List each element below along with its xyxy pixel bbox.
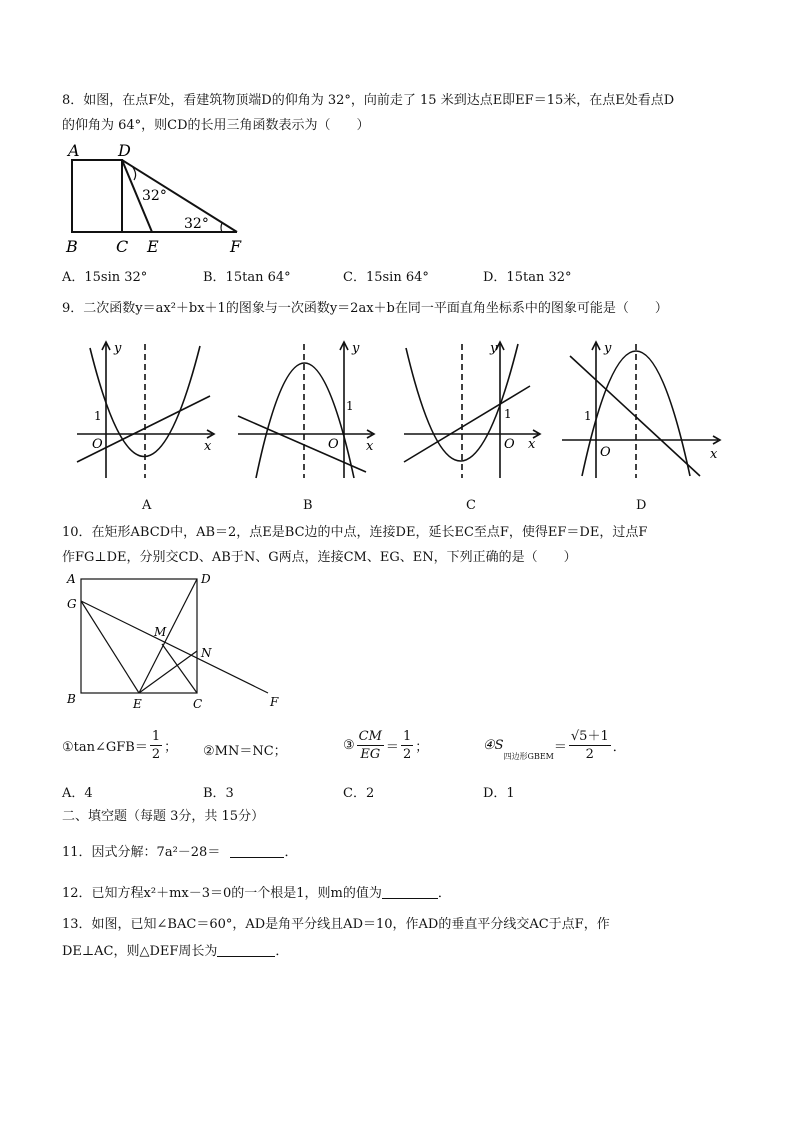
q10-label-F: F xyxy=(270,695,279,709)
q10-label-B: B xyxy=(67,692,76,706)
q10-s1-end: ； xyxy=(164,740,178,755)
q9-graph-a xyxy=(72,338,222,486)
q8-option-b[interactable]: B．15tan 64° xyxy=(203,270,291,285)
q8-angle-1: 32° xyxy=(142,188,167,204)
q10-option-b[interactable]: B．3 xyxy=(203,786,234,801)
q8-line2: 的仰角为 64°，则CD的长用三角函数表示为（ ） xyxy=(62,118,370,133)
q13-line2-text: DE⊥AC，则△DEF周长为 xyxy=(62,944,218,959)
q9-letter-b[interactable]: B xyxy=(303,498,313,513)
q9-b-y-label: y xyxy=(352,341,360,356)
q9-a-y-label: y xyxy=(114,341,122,356)
q10-statement-4 xyxy=(483,728,626,763)
q10-label-D: D xyxy=(201,572,211,586)
q9-letter-a[interactable]: A xyxy=(142,498,152,513)
q9-a-x-label: x xyxy=(204,439,212,454)
q10-s3-fraction-2 xyxy=(401,728,413,763)
q8-option-c[interactable]: C．15sin 64° xyxy=(343,270,429,285)
q9-a-one: 1 xyxy=(94,409,102,423)
q8-label-E: E xyxy=(147,237,159,256)
q8-label-F: F xyxy=(230,237,242,256)
q11 xyxy=(62,843,297,862)
q13-line1: 13．如图，已知∠BAC＝60°，AD是角平分线且AD＝10，作AD的垂直平分线交AC于点F，作 xyxy=(62,917,610,932)
q10-option-a[interactable]: A．4 xyxy=(62,786,93,801)
q8-line1: 8．如图，在点F处，看建筑物顶端D的仰角为 32°，向前走了 15 米到达点E即EF＝15米，在点E处看点D xyxy=(62,93,675,108)
q10-s1-num: 1 xyxy=(151,729,161,744)
q10-s3-end: ； xyxy=(415,740,429,755)
q10-s4-num: √5＋1 xyxy=(570,729,609,744)
q9-c-one: 1 xyxy=(504,407,512,421)
q12 xyxy=(62,884,451,903)
q8-label-D: D xyxy=(118,141,131,160)
q10-s4-den: 2 xyxy=(585,747,594,762)
q10-statement-3 xyxy=(343,728,428,763)
q9-d-y-label: y xyxy=(604,341,612,356)
q10-label-E: E xyxy=(133,697,142,710)
q10-s3-fraction xyxy=(357,728,384,763)
q10-figure xyxy=(62,570,292,710)
q12-end: ． xyxy=(437,886,451,901)
q11-answer-blank[interactable] xyxy=(230,843,284,858)
q10-s3-num: CM xyxy=(358,729,382,744)
q10-s1-den: 2 xyxy=(151,747,161,762)
q11-end: ． xyxy=(284,845,298,860)
q13-end: ． xyxy=(275,944,289,959)
q9-a-origin: O xyxy=(92,437,103,452)
q10-s2-text: ②MN＝NC； xyxy=(203,744,287,759)
q9-b-one: 1 xyxy=(346,399,354,413)
q9-c-y-label: y xyxy=(490,341,498,356)
q8-figure xyxy=(62,140,252,258)
q10-statement-1 xyxy=(62,728,177,763)
q10-s4-fraction xyxy=(569,728,611,763)
q13-line2 xyxy=(62,942,288,961)
q10-option-c[interactable]: C．2 xyxy=(343,786,375,801)
q9-graph-b xyxy=(234,338,384,486)
q8-label-A: A xyxy=(68,141,80,160)
q13-answer-blank[interactable] xyxy=(217,942,275,957)
q9-d-one: 1 xyxy=(584,409,592,423)
q10-s4-text: ④S xyxy=(483,738,504,753)
q8-label-B: B xyxy=(66,237,78,256)
q10-s3-eq: ＝ xyxy=(385,740,399,755)
q10-option-d[interactable]: D．1 xyxy=(483,786,515,801)
q9-graph-c xyxy=(400,338,550,486)
q10-label-G: G xyxy=(67,597,77,611)
q8-angle-2: 32° xyxy=(184,216,209,232)
q10-s4-subscript: 四边形GBEM xyxy=(503,752,554,761)
q9-d-x-label: x xyxy=(710,447,718,462)
q10-s1-text: ①tan∠GFB＝ xyxy=(62,740,148,755)
q10-label-M: M xyxy=(154,625,167,639)
q10-s1-fraction xyxy=(150,728,162,763)
q9-b-origin: O xyxy=(328,437,339,452)
section-heading: 二、填空题（每题 3分，共 15分） xyxy=(62,809,265,824)
q10-statement-2 xyxy=(203,740,287,759)
q8-option-a[interactable]: A．15sin 32° xyxy=(62,270,148,285)
q8-label-C: C xyxy=(116,237,129,256)
q10-line1: 10．在矩形ABCD中，AB＝2，点E是BC边的中点，连接DE，延长EC至点F，使得EF＝DE，过点F xyxy=(62,525,648,540)
q9-c-x-label: x xyxy=(528,437,536,452)
q9-letter-d[interactable]: D xyxy=(636,498,647,513)
q10-s3-den: EG xyxy=(360,747,381,762)
q10-label-A: A xyxy=(67,572,76,586)
q10-s3-text: ③ xyxy=(343,738,355,753)
q12-text: 12．已知方程x²＋mx－3＝0的一个根是1，则m的值为 xyxy=(62,886,382,901)
q10-line2: 作FG⊥DE，分别交CD、AB于N、G两点，连接CM、EG、EN，下列正确的是（ ） xyxy=(62,550,577,565)
q9-d-origin: O xyxy=(600,445,611,460)
q10-label-C: C xyxy=(193,697,203,710)
q10-s4-eq: ＝ xyxy=(553,740,567,755)
q10-s3-den2: 2 xyxy=(402,747,412,762)
q9-b-x-label: x xyxy=(366,439,374,454)
q9-letter-c[interactable]: C xyxy=(466,498,476,513)
q11-text: 11．因式分解：7a²－28＝ xyxy=(62,845,221,860)
q9-c-origin: O xyxy=(504,437,515,452)
q10-s3-num2: 1 xyxy=(402,729,412,744)
q10-s4-end: ． xyxy=(612,740,626,755)
q9-line1: 9．二次函数y＝ax²＋bx＋1的图象与一次函数y＝2ax＋b在同一平面直角坐标系中的图象可能是（ ） xyxy=(62,301,668,316)
q8-option-d[interactable]: D．15tan 32° xyxy=(483,270,572,285)
q12-answer-blank[interactable] xyxy=(382,884,438,899)
q9-graph-d xyxy=(560,338,730,486)
q10-label-N: N xyxy=(201,646,212,660)
